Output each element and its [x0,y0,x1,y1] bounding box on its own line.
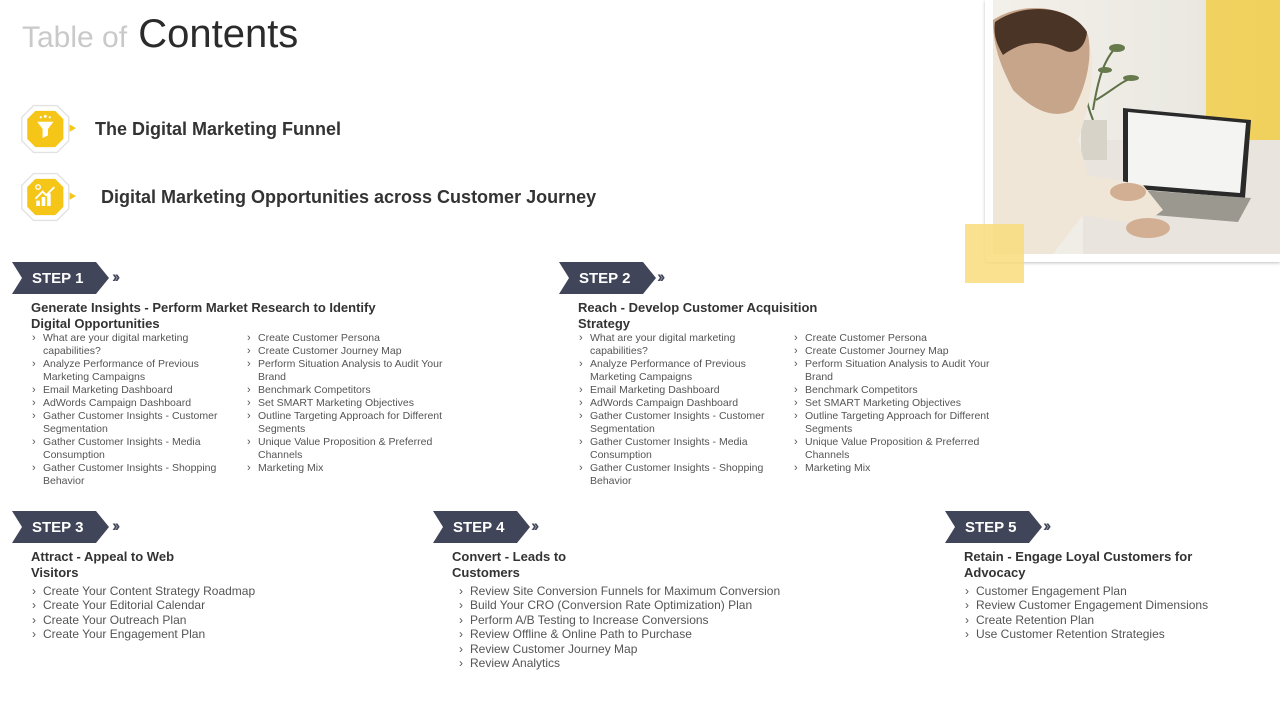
list-item: › What are your digital marketing capabilities? [578,332,793,358]
list-item: › Use Customer Retention Strategies [964,627,1244,641]
list-item: › Outline Targeting Approach for Different Segments [793,410,1008,436]
list-item: › Set SMART Marketing Objectives [246,397,461,410]
agenda-label-funnel: The Digital Marketing Funnel [95,118,342,139]
list-item: › Review Customer Journey Map [458,642,808,656]
step-5-list [964,584,1244,642]
double-chevron-icon: ›› [657,267,663,286]
step-3-title: Attract - Appeal to Web Visitors [31,549,175,580]
list-item: › Gather Customer Insights - Customer Segmentation [31,410,246,436]
list-item: › Create Customer Persona [246,332,461,345]
list-item: › Perform Situation Analysis to Audit Your Brand [246,358,461,384]
page-title [22,10,298,62]
step-1-tag [12,262,472,294]
step-1-title: Generate Insights - Perform Market Research to Identify Digital Opportunities [31,300,376,331]
list-item: › Create Retention Plan [964,613,1244,627]
funnel-icon [20,101,76,157]
double-chevron-icon: ›› [112,516,118,535]
list-item: › What are your digital marketing capabilities? [31,332,246,358]
list-item: › Create Your Editorial Calendar [31,598,301,612]
list-item: › Unique Value Proposition & Preferred Channels [246,436,461,462]
step-2-title: Reach - Develop Customer Acquisition Strategy [578,300,818,331]
agenda-label-opportunities: Digital Marketing Opportunities across Customer Journey [101,186,597,207]
double-chevron-icon: ›› [1043,516,1049,535]
list-item: › Review Offline & Online Path to Purchase [458,627,808,641]
step-5-tag [945,511,1245,543]
list-item: › Review Site Conversion Funnels for Maximum Conversion [458,584,808,598]
double-chevron-icon: ›› [531,516,537,535]
step-5-label: STEP 5 [965,518,1017,536]
step-5-section [945,511,1245,642]
list-item: › Gather Customer Insights - Media Consumption [31,436,246,462]
step-1-section [12,262,472,488]
step-4-section [433,511,813,670]
step-3-tag [12,511,312,543]
step-2-list-right [793,332,1008,488]
list-item: › Customer Engagement Plan [964,584,1244,598]
title-dark: Contents [138,12,299,56]
step-2-list-left [578,332,793,488]
step-1-list-left [31,332,246,488]
list-item: › Email Marketing Dashboard [578,384,793,397]
step-1-list-right [246,332,461,488]
list-item: › Set SMART Marketing Objectives [793,397,1008,410]
list-item: › Email Marketing Dashboard [31,384,246,397]
step-4-title: Convert - Leads to Customers [452,549,567,580]
list-item: › Review Customer Engagement Dimensions [964,598,1244,612]
list-item: › Create Your Engagement Plan [31,627,301,641]
agenda-item-funnel[interactable] [20,101,341,157]
list-item: › Create Your Outreach Plan [31,613,301,627]
step-2-section [559,262,1019,488]
list-item: › Create Customer Journey Map [793,345,1008,358]
list-item: › Build Your CRO (Conversion Rate Optimization) Plan [458,598,808,612]
step-3-label: STEP 3 [32,518,84,536]
step-4-tag [433,511,813,543]
title-light: Table of [22,21,128,54]
list-item: › Analyze Performance of Previous Marketing Campaigns [31,358,246,384]
list-item: › Gather Customer Insights - Media Consumption [578,436,793,462]
list-item: › Create Customer Journey Map [246,345,461,358]
step-2-tag [559,262,1019,294]
double-chevron-icon: ›› [112,267,118,286]
agenda-item-opportunities[interactable] [20,169,596,225]
list-item: › AdWords Campaign Dashboard [31,397,246,410]
list-item: › Benchmark Competitors [793,384,1008,397]
step-4-list [458,584,808,670]
step-4-label: STEP 4 [453,518,505,536]
list-item: › Review Analytics [458,656,808,670]
list-item: › Marketing Mix [793,462,1008,475]
step-3-section [12,511,312,642]
list-item: › Create Customer Persona [793,332,1008,345]
list-item: › Gather Customer Insights - Shopping Behavior [31,462,246,488]
step-1-label: STEP 1 [32,269,84,287]
step-2-label: STEP 2 [579,269,631,287]
list-item: › Unique Value Proposition & Preferred Channels [793,436,1008,462]
list-item: › Gather Customer Insights - Customer Segmentation [578,410,793,436]
list-item: › Perform A/B Testing to Increase Conversions [458,613,808,627]
chart-growth-icon [20,169,76,225]
list-item: › Create Your Content Strategy Roadmap [31,584,301,598]
list-item: › Gather Customer Insights - Shopping Behavior [578,462,793,488]
step-5-title: Retain - Engage Loyal Customers for Advocacy [964,549,1193,580]
list-item: › Outline Targeting Approach for Different Segments [246,410,461,436]
list-item: › Benchmark Competitors [246,384,461,397]
list-item: › Marketing Mix [246,462,461,475]
list-item: › Analyze Performance of Previous Marketing Campaigns [578,358,793,384]
step-3-list [31,584,301,642]
list-item: › AdWords Campaign Dashboard [578,397,793,410]
person-laptop-photo [993,0,1280,254]
list-item: › Perform Situation Analysis to Audit Your Brand [793,358,1008,384]
